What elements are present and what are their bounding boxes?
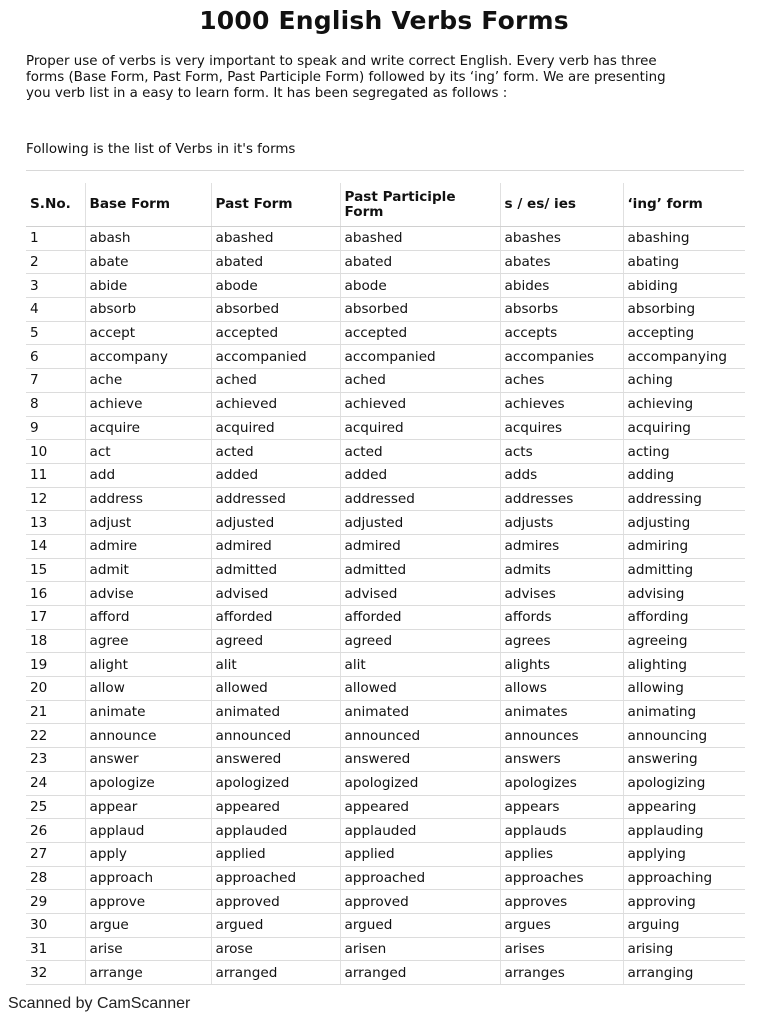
table-cell-s-es-ies: addresses bbox=[500, 487, 623, 511]
table-cell-sno: 1 bbox=[26, 227, 85, 251]
document-title: 1000 English Verbs Forms bbox=[199, 6, 569, 35]
table-cell-ing-form: allowing bbox=[623, 677, 745, 701]
table-cell-past-form: animated bbox=[211, 700, 340, 724]
table-cell-base-form: approve bbox=[85, 890, 211, 914]
table-cell-past-participle-form: ached bbox=[340, 369, 500, 393]
table-cell-base-form: adjust bbox=[85, 511, 211, 535]
table-cell-s-es-ies: affords bbox=[500, 606, 623, 630]
column-header-sno: S.No. bbox=[26, 183, 85, 227]
table-row bbox=[26, 748, 745, 772]
table-cell-past-form: adjusted bbox=[211, 511, 340, 535]
table-cell-base-form: ache bbox=[85, 369, 211, 393]
table-cell-past-form: approved bbox=[211, 890, 340, 914]
table-cell-base-form: apply bbox=[85, 842, 211, 866]
table-cell-base-form: agree bbox=[85, 629, 211, 653]
table-cell-past-form: announced bbox=[211, 724, 340, 748]
table-cell-past-participle-form: admired bbox=[340, 534, 500, 558]
column-header-ing-form: ‘ing’ form bbox=[623, 183, 745, 227]
table-cell-ing-form: agreeing bbox=[623, 629, 745, 653]
table-cell-base-form: announce bbox=[85, 724, 211, 748]
table-cell-past-participle-form: agreed bbox=[340, 629, 500, 653]
table-cell-sno: 6 bbox=[26, 345, 85, 369]
table-cell-sno: 28 bbox=[26, 866, 85, 890]
table-cell-past-form: acted bbox=[211, 440, 340, 464]
table-cell-past-participle-form: addressed bbox=[340, 487, 500, 511]
table-row bbox=[26, 227, 745, 251]
table-cell-s-es-ies: allows bbox=[500, 677, 623, 701]
table-cell-sno: 11 bbox=[26, 463, 85, 487]
table-cell-s-es-ies: adds bbox=[500, 463, 623, 487]
table-row bbox=[26, 440, 745, 464]
table-cell-past-participle-form: appeared bbox=[340, 795, 500, 819]
table-cell-s-es-ies: approaches bbox=[500, 866, 623, 890]
table-cell-past-participle-form: adjusted bbox=[340, 511, 500, 535]
table-cell-past-form: allowed bbox=[211, 677, 340, 701]
table-cell-ing-form: announcing bbox=[623, 724, 745, 748]
table-cell-s-es-ies: admits bbox=[500, 558, 623, 582]
table-cell-past-participle-form: approved bbox=[340, 890, 500, 914]
table-cell-past-participle-form: allowed bbox=[340, 677, 500, 701]
table-cell-past-participle-form: acquired bbox=[340, 416, 500, 440]
table-cell-base-form: act bbox=[85, 440, 211, 464]
table-cell-sno: 7 bbox=[26, 369, 85, 393]
table-cell-s-es-ies: answers bbox=[500, 748, 623, 772]
table-cell-base-form: approach bbox=[85, 866, 211, 890]
table-cell-s-es-ies: admires bbox=[500, 534, 623, 558]
table-cell-sno: 26 bbox=[26, 819, 85, 843]
table-row bbox=[26, 582, 745, 606]
table-cell-past-participle-form: abashed bbox=[340, 227, 500, 251]
table-cell-base-form: acquire bbox=[85, 416, 211, 440]
table-cell-past-participle-form: added bbox=[340, 463, 500, 487]
table-cell-sno: 27 bbox=[26, 842, 85, 866]
table-cell-ing-form: approaching bbox=[623, 866, 745, 890]
table-cell-s-es-ies: abashes bbox=[500, 227, 623, 251]
table-body bbox=[26, 227, 745, 985]
table-cell-sno: 14 bbox=[26, 534, 85, 558]
table-cell-past-participle-form: arranged bbox=[340, 961, 500, 985]
table-cell-s-es-ies: acquires bbox=[500, 416, 623, 440]
table-cell-ing-form: admiring bbox=[623, 534, 745, 558]
table-cell-sno: 8 bbox=[26, 392, 85, 416]
table-cell-base-form: achieve bbox=[85, 392, 211, 416]
table-cell-ing-form: advising bbox=[623, 582, 745, 606]
table-cell-ing-form: accompanying bbox=[623, 345, 745, 369]
table-row bbox=[26, 511, 745, 535]
table-cell-ing-form: achieving bbox=[623, 392, 745, 416]
table-cell-sno: 32 bbox=[26, 961, 85, 985]
table-row bbox=[26, 463, 745, 487]
table-cell-base-form: apologize bbox=[85, 771, 211, 795]
table-cell-past-form: appeared bbox=[211, 795, 340, 819]
table-cell-sno: 30 bbox=[26, 913, 85, 937]
table-row bbox=[26, 937, 745, 961]
table-cell-past-participle-form: admitted bbox=[340, 558, 500, 582]
table-row bbox=[26, 795, 745, 819]
table-cell-past-participle-form: advised bbox=[340, 582, 500, 606]
table-cell-base-form: abate bbox=[85, 250, 211, 274]
table-cell-past-participle-form: animated bbox=[340, 700, 500, 724]
intro-line: Proper use of verbs is very important to speak and write correct English. Every verb has three bbox=[26, 54, 657, 69]
table-cell-past-participle-form: accepted bbox=[340, 321, 500, 345]
table-cell-base-form: admire bbox=[85, 534, 211, 558]
table-cell-s-es-ies: accepts bbox=[500, 321, 623, 345]
table-cell-past-form: abashed bbox=[211, 227, 340, 251]
table-cell-past-participle-form: absorbed bbox=[340, 298, 500, 322]
table-cell-past-participle-form: answered bbox=[340, 748, 500, 772]
table-cell-past-form: arose bbox=[211, 937, 340, 961]
table-cell-ing-form: abashing bbox=[623, 227, 745, 251]
table-cell-s-es-ies: arranges bbox=[500, 961, 623, 985]
table-row bbox=[26, 558, 745, 582]
table-cell-base-form: allow bbox=[85, 677, 211, 701]
table-cell-sno: 15 bbox=[26, 558, 85, 582]
list-subheading: Following is the list of Verbs in it's forms bbox=[26, 142, 296, 157]
table-cell-sno: 2 bbox=[26, 250, 85, 274]
table-cell-sno: 9 bbox=[26, 416, 85, 440]
table-row bbox=[26, 416, 745, 440]
table-cell-past-participle-form: abode bbox=[340, 274, 500, 298]
table-cell-ing-form: apologizing bbox=[623, 771, 745, 795]
table-row bbox=[26, 274, 745, 298]
table-cell-sno: 16 bbox=[26, 582, 85, 606]
table-cell-ing-form: approving bbox=[623, 890, 745, 914]
intro-line: you verb list in a easy to learn form. It has been segregated as follows : bbox=[26, 86, 508, 101]
table-row bbox=[26, 913, 745, 937]
table-cell-base-form: animate bbox=[85, 700, 211, 724]
table-cell-past-form: acquired bbox=[211, 416, 340, 440]
table-cell-past-form: approached bbox=[211, 866, 340, 890]
table-cell-s-es-ies: aches bbox=[500, 369, 623, 393]
table-cell-ing-form: arranging bbox=[623, 961, 745, 985]
table-row bbox=[26, 345, 745, 369]
verb-forms-table bbox=[26, 183, 745, 985]
table-cell-past-form: achieved bbox=[211, 392, 340, 416]
table-cell-past-form: accompanied bbox=[211, 345, 340, 369]
table-cell-past-form: abode bbox=[211, 274, 340, 298]
table-cell-s-es-ies: applauds bbox=[500, 819, 623, 843]
table-cell-ing-form: absorbing bbox=[623, 298, 745, 322]
table-cell-sno: 23 bbox=[26, 748, 85, 772]
table-cell-ing-form: adding bbox=[623, 463, 745, 487]
table-row bbox=[26, 250, 745, 274]
table-cell-s-es-ies: apologizes bbox=[500, 771, 623, 795]
table-cell-past-form: advised bbox=[211, 582, 340, 606]
table-cell-s-es-ies: advises bbox=[500, 582, 623, 606]
divider bbox=[26, 170, 744, 171]
table-cell-s-es-ies: animates bbox=[500, 700, 623, 724]
table-cell-s-es-ies: abides bbox=[500, 274, 623, 298]
table-row bbox=[26, 392, 745, 416]
table-cell-past-participle-form: apologized bbox=[340, 771, 500, 795]
column-header-past-participle-form: Past Participle Form bbox=[340, 183, 500, 227]
table-cell-ing-form: addressing bbox=[623, 487, 745, 511]
table-cell-s-es-ies: applies bbox=[500, 842, 623, 866]
table-cell-ing-form: arising bbox=[623, 937, 745, 961]
table-cell-past-form: added bbox=[211, 463, 340, 487]
table-cell-sno: 25 bbox=[26, 795, 85, 819]
table-cell-s-es-ies: accompanies bbox=[500, 345, 623, 369]
table-cell-past-participle-form: approached bbox=[340, 866, 500, 890]
table-cell-past-form: apologized bbox=[211, 771, 340, 795]
intro-line: forms (Base Form, Past Form, Past Participle Form) followed by its ‘ing’ form. We are presenting bbox=[26, 70, 666, 85]
table-row bbox=[26, 771, 745, 795]
table-cell-past-form: absorbed bbox=[211, 298, 340, 322]
table-cell-base-form: afford bbox=[85, 606, 211, 630]
table-cell-sno: 10 bbox=[26, 440, 85, 464]
table-cell-base-form: applaud bbox=[85, 819, 211, 843]
table-cell-ing-form: abating bbox=[623, 250, 745, 274]
table-cell-base-form: answer bbox=[85, 748, 211, 772]
table-cell-ing-form: affording bbox=[623, 606, 745, 630]
table-cell-base-form: argue bbox=[85, 913, 211, 937]
table-cell-sno: 4 bbox=[26, 298, 85, 322]
table-cell-past-participle-form: alit bbox=[340, 653, 500, 677]
table-cell-s-es-ies: achieves bbox=[500, 392, 623, 416]
table-cell-ing-form: arguing bbox=[623, 913, 745, 937]
table-cell-base-form: arrange bbox=[85, 961, 211, 985]
table-cell-base-form: accept bbox=[85, 321, 211, 345]
table-cell-past-form: argued bbox=[211, 913, 340, 937]
table-cell-past-form: agreed bbox=[211, 629, 340, 653]
table-cell-past-participle-form: acted bbox=[340, 440, 500, 464]
table-cell-base-form: arise bbox=[85, 937, 211, 961]
table-cell-s-es-ies: announces bbox=[500, 724, 623, 748]
table-cell-base-form: advise bbox=[85, 582, 211, 606]
table-cell-s-es-ies: acts bbox=[500, 440, 623, 464]
table-cell-past-form: addressed bbox=[211, 487, 340, 511]
table-cell-sno: 21 bbox=[26, 700, 85, 724]
table-row bbox=[26, 298, 745, 322]
table-cell-s-es-ies: adjusts bbox=[500, 511, 623, 535]
table-cell-base-form: abide bbox=[85, 274, 211, 298]
table-cell-base-form: alight bbox=[85, 653, 211, 677]
table-row bbox=[26, 534, 745, 558]
table-row bbox=[26, 842, 745, 866]
column-header-base-form: Base Form bbox=[85, 183, 211, 227]
table-cell-s-es-ies: approves bbox=[500, 890, 623, 914]
table-cell-past-form: afforded bbox=[211, 606, 340, 630]
table-cell-past-form: abated bbox=[211, 250, 340, 274]
table-cell-s-es-ies: agrees bbox=[500, 629, 623, 653]
table-cell-sno: 5 bbox=[26, 321, 85, 345]
table-cell-s-es-ies: arises bbox=[500, 937, 623, 961]
scanner-watermark: Scanned by CamScanner bbox=[8, 995, 191, 1012]
table-row bbox=[26, 369, 745, 393]
table-cell-sno: 19 bbox=[26, 653, 85, 677]
column-header-s-es-ies: s / es/ ies bbox=[500, 183, 623, 227]
table-cell-past-participle-form: achieved bbox=[340, 392, 500, 416]
table-cell-sno: 3 bbox=[26, 274, 85, 298]
table-cell-past-participle-form: argued bbox=[340, 913, 500, 937]
table-cell-past-form: accepted bbox=[211, 321, 340, 345]
table-cell-ing-form: abiding bbox=[623, 274, 745, 298]
table-cell-sno: 24 bbox=[26, 771, 85, 795]
table-cell-ing-form: adjusting bbox=[623, 511, 745, 535]
table-cell-sno: 12 bbox=[26, 487, 85, 511]
table-cell-base-form: accompany bbox=[85, 345, 211, 369]
table-cell-past-participle-form: announced bbox=[340, 724, 500, 748]
table-cell-sno: 20 bbox=[26, 677, 85, 701]
table-cell-sno: 18 bbox=[26, 629, 85, 653]
table-cell-past-participle-form: applauded bbox=[340, 819, 500, 843]
table-cell-past-participle-form: accompanied bbox=[340, 345, 500, 369]
table-cell-past-form: applauded bbox=[211, 819, 340, 843]
table-row bbox=[26, 321, 745, 345]
table-cell-ing-form: alighting bbox=[623, 653, 745, 677]
table-cell-past-participle-form: abated bbox=[340, 250, 500, 274]
table-row bbox=[26, 653, 745, 677]
table-row bbox=[26, 866, 745, 890]
table-row bbox=[26, 629, 745, 653]
table-cell-ing-form: aching bbox=[623, 369, 745, 393]
table-cell-past-form: alit bbox=[211, 653, 340, 677]
table-cell-base-form: appear bbox=[85, 795, 211, 819]
table-cell-ing-form: animating bbox=[623, 700, 745, 724]
table-cell-base-form: admit bbox=[85, 558, 211, 582]
table-cell-sno: 29 bbox=[26, 890, 85, 914]
table-cell-sno: 17 bbox=[26, 606, 85, 630]
table-cell-base-form: add bbox=[85, 463, 211, 487]
table-cell-s-es-ies: absorbs bbox=[500, 298, 623, 322]
table-cell-base-form: address bbox=[85, 487, 211, 511]
table-row bbox=[26, 819, 745, 843]
table-cell-ing-form: accepting bbox=[623, 321, 745, 345]
table-cell-ing-form: answering bbox=[623, 748, 745, 772]
table-cell-sno: 22 bbox=[26, 724, 85, 748]
column-header-past-form: Past Form bbox=[211, 183, 340, 227]
table-row bbox=[26, 890, 745, 914]
table-cell-ing-form: appearing bbox=[623, 795, 745, 819]
table-cell-ing-form: acquiring bbox=[623, 416, 745, 440]
table-header-row bbox=[26, 183, 745, 227]
table-row bbox=[26, 606, 745, 630]
table-cell-base-form: absorb bbox=[85, 298, 211, 322]
table-cell-base-form: abash bbox=[85, 227, 211, 251]
table-cell-past-form: ached bbox=[211, 369, 340, 393]
table-cell-s-es-ies: alights bbox=[500, 653, 623, 677]
table-cell-past-form: answered bbox=[211, 748, 340, 772]
table-cell-past-participle-form: applied bbox=[340, 842, 500, 866]
table-cell-past-form: admitted bbox=[211, 558, 340, 582]
table-cell-ing-form: applying bbox=[623, 842, 745, 866]
table-cell-ing-form: acting bbox=[623, 440, 745, 464]
table-cell-sno: 13 bbox=[26, 511, 85, 535]
table-cell-s-es-ies: abates bbox=[500, 250, 623, 274]
table-row bbox=[26, 724, 745, 748]
table-row bbox=[26, 487, 745, 511]
table-row bbox=[26, 700, 745, 724]
table-cell-s-es-ies: appears bbox=[500, 795, 623, 819]
table-cell-s-es-ies: argues bbox=[500, 913, 623, 937]
table-row bbox=[26, 961, 745, 985]
table-cell-past-form: arranged bbox=[211, 961, 340, 985]
table-cell-ing-form: admitting bbox=[623, 558, 745, 582]
table-cell-ing-form: applauding bbox=[623, 819, 745, 843]
table-cell-sno: 31 bbox=[26, 937, 85, 961]
intro-paragraph bbox=[26, 54, 756, 102]
table-cell-past-participle-form: arisen bbox=[340, 937, 500, 961]
table-row bbox=[26, 677, 745, 701]
table-cell-past-form: admired bbox=[211, 534, 340, 558]
table-cell-past-form: applied bbox=[211, 842, 340, 866]
table-cell-past-participle-form: afforded bbox=[340, 606, 500, 630]
